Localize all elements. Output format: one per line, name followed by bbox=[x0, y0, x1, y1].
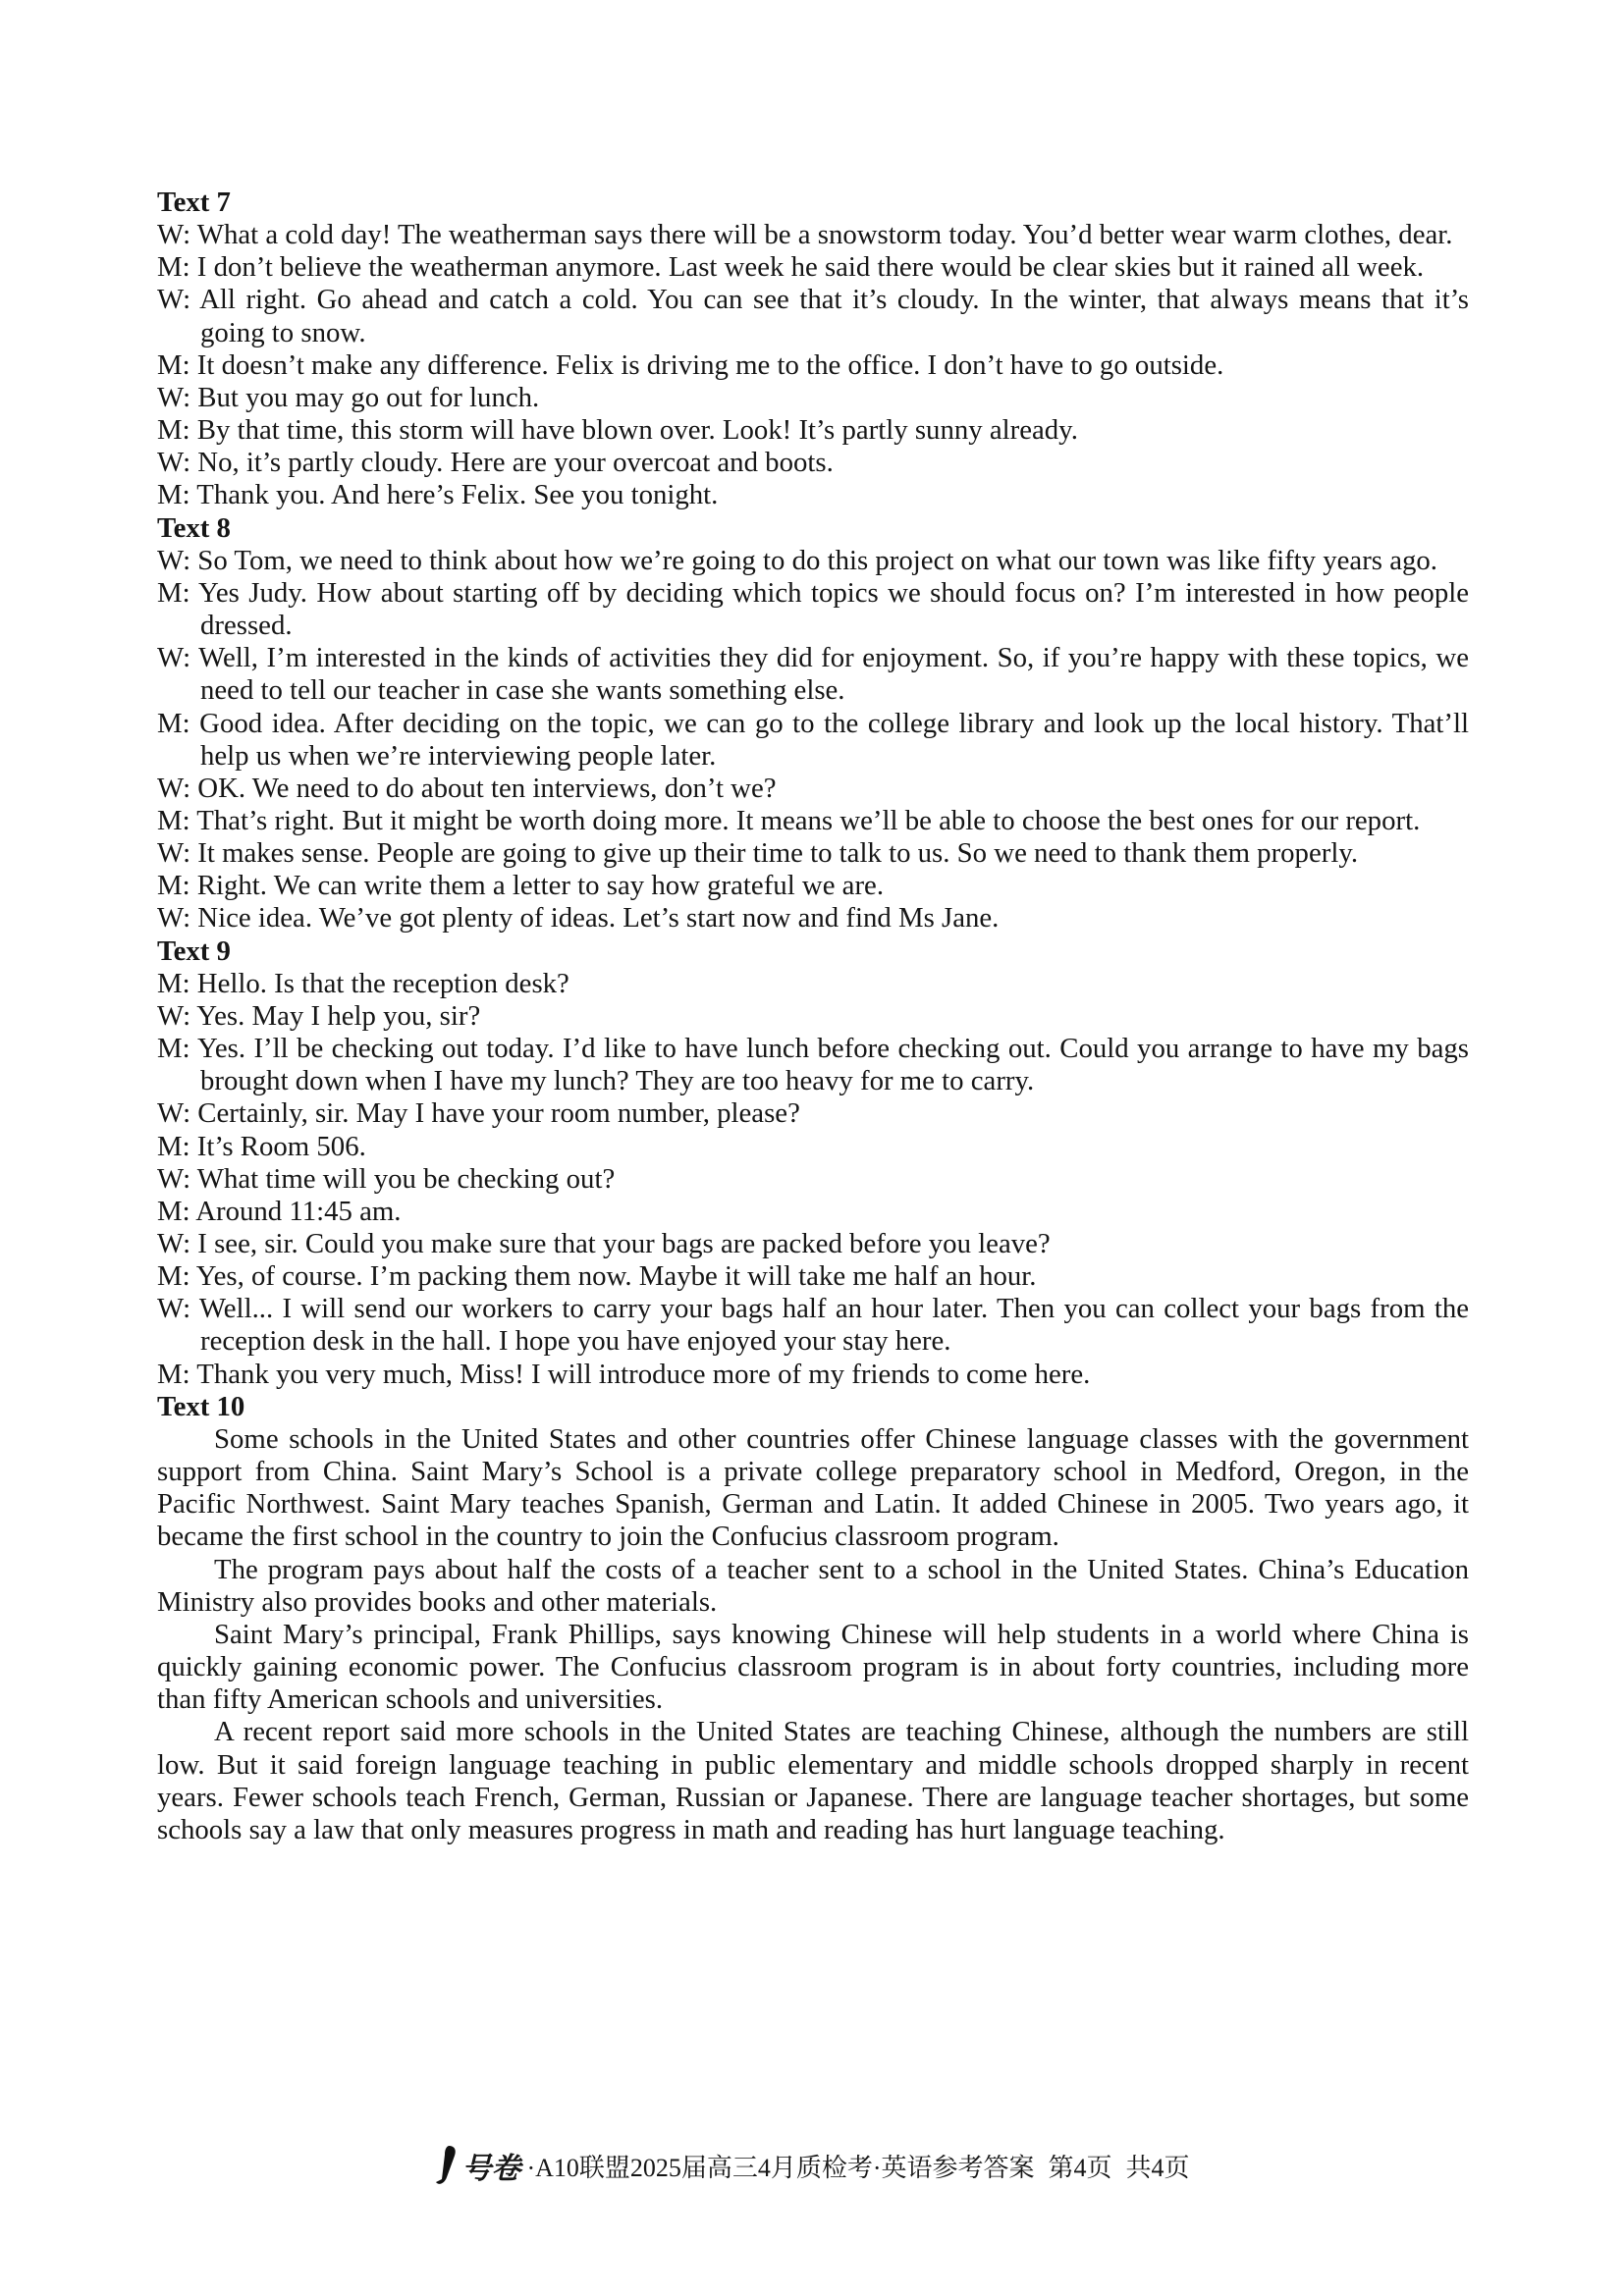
brand-logo bbox=[434, 2144, 520, 2187]
text-line: low. But it said foreign language teaching in public elementary and middle schools dropped sharply in recent bbox=[157, 1748, 1469, 1781]
text-line: help us when we’re interviewing people later. bbox=[200, 739, 717, 772]
exam-title: ·A10联盟2025届高三4月质检考·英语参考答案 bbox=[526, 2153, 1035, 2182]
text-line: W: What time will you be checking out? bbox=[157, 1162, 616, 1195]
dialogue-turn bbox=[157, 1131, 1469, 1163]
dialogue-turn bbox=[157, 382, 1469, 414]
logo-text: 号卷 bbox=[461, 2152, 521, 2186]
text-line: M: Good idea. After deciding on the topic, we can go to the college library and look up the local history. That’ll bbox=[157, 707, 1469, 739]
dialogue-turn bbox=[157, 773, 1469, 805]
text-line: support from China. Saint Mary’s School is a private college preparatory school in Medford, Oregon, in the bbox=[157, 1456, 1469, 1488]
dialogue-turn bbox=[157, 1033, 1469, 1097]
text-line: W: I see, sir. Could you make sure that your bags are packed before you leave? bbox=[157, 1228, 1051, 1259]
text-line: W: Certainly, sir. May I have your room number, please? bbox=[157, 1097, 800, 1130]
dialogue-turn bbox=[157, 251, 1469, 284]
dialogue-turn bbox=[157, 1228, 1469, 1260]
dialogue-turn bbox=[157, 577, 1469, 642]
text-line: M: Right. We can write them a letter to say how grateful we are. bbox=[157, 870, 885, 902]
text-line: W: What a cold day! The weatherman says there will be a snowstorm today. You’d better wear warm clothes, dear. bbox=[157, 219, 1453, 251]
text-line: schools say a law that only measures progress in math and reading has hurt language teaching. bbox=[157, 1813, 1225, 1845]
text-line: Some schools in the United States and other countries offer Chinese language classes with the government bbox=[214, 1422, 1469, 1455]
dialogue-turn bbox=[157, 870, 1469, 902]
paragraph bbox=[157, 1619, 1469, 1716]
text-line: than fifty American schools and universities. bbox=[157, 1683, 664, 1716]
dialogue-turn bbox=[157, 1000, 1469, 1033]
dialogue-turn bbox=[157, 1196, 1469, 1228]
dialogue-turn bbox=[157, 902, 1469, 934]
dialogue-turn bbox=[157, 1097, 1469, 1130]
dialogue-turn bbox=[157, 1163, 1469, 1196]
text-line: M: I don’t believe the weatherman anymore. Last week he said there would be clear skies but it rained all week. bbox=[157, 251, 1425, 284]
dialogue-turn bbox=[157, 1359, 1469, 1391]
text-line: W: No, it’s partly cloudy. Here are your overcoat and boots. bbox=[157, 447, 834, 479]
text-line: dressed. bbox=[200, 610, 293, 642]
transcript bbox=[157, 187, 1469, 1846]
page-total: 共4页 bbox=[1125, 2153, 1190, 2182]
text-line: M: Thank you. And here’s Felix. See you tonight. bbox=[157, 479, 719, 511]
text-7-section bbox=[157, 187, 1469, 512]
text-line: W: Nice idea. We’ve got plenty of ideas. Let’s start now and find Ms Jane. bbox=[157, 902, 1000, 934]
dialogue-turn bbox=[157, 1293, 1469, 1358]
text-line: M: Yes. I’ll be checking out today. I’d like to have lunch before checking out. Could you arrange to have my bags bbox=[157, 1033, 1469, 1065]
text-line: became the first school in the country to join the Confucius classroom program. bbox=[157, 1521, 1059, 1553]
dialogue-turn bbox=[157, 1260, 1469, 1293]
dialogue-turn bbox=[157, 414, 1469, 447]
dialogue-turn bbox=[157, 349, 1469, 382]
text-line: W: So Tom, we need to think about how we’re going to do this project on what our town was like fifty years ago. bbox=[157, 544, 1437, 576]
text-line: need to tell our teacher in case she wants something else. bbox=[200, 674, 845, 707]
text-line: M: Yes Judy. How about starting off by deciding which topics we should focus on? I’m interested in how people bbox=[157, 576, 1469, 609]
text-line: quickly gaining economic power. The Confucius classroom program is in about forty countries, including more bbox=[157, 1651, 1469, 1683]
text-8-section bbox=[157, 512, 1469, 935]
text-line: going to snow. bbox=[200, 316, 366, 348]
dialogue-turn bbox=[157, 805, 1469, 837]
dialogue-turn bbox=[157, 968, 1469, 1000]
text-line: M: That’s right. But it might be worth doing more. It means we’ll be able to choose the best ones for our report. bbox=[157, 804, 1421, 836]
text-line: years. Fewer schools teach French, German, Russian or Japanese. There are language teacher shortages, but some bbox=[157, 1781, 1469, 1813]
text-line: M: It’s Room 506. bbox=[157, 1130, 366, 1162]
text-line: W: Yes. May I help you, sir? bbox=[157, 999, 481, 1032]
dialogue-turn bbox=[157, 642, 1469, 707]
section-heading: Text 10 bbox=[157, 1390, 245, 1422]
text-line: M: By that time, this storm will have blown over. Look! It’s partly sunny already. bbox=[157, 414, 1078, 447]
text-line: Pacific Northwest. Saint Mary teaches Spanish, German and Latin. It added Chinese in 2005. Two years ago, it bbox=[157, 1488, 1469, 1521]
section-heading: Text 9 bbox=[157, 934, 231, 967]
paragraph bbox=[157, 1554, 1469, 1619]
text-9-section bbox=[157, 935, 1469, 1391]
brush-stroke-icon bbox=[434, 2145, 460, 2186]
page-footer bbox=[0, 2144, 1624, 2187]
text-line: W: But you may go out for lunch. bbox=[157, 381, 540, 413]
dialogue-turn bbox=[157, 219, 1469, 251]
text-line: Ministry also provides books and other materials. bbox=[157, 1585, 718, 1618]
dialogue-turn bbox=[157, 479, 1469, 511]
text-line: M: It doesn’t make any difference. Felix is driving me to the office. I don’t have to go outside. bbox=[157, 348, 1224, 381]
text-line: Saint Mary’s principal, Frank Phillips, says knowing Chinese will help students in a world where China is bbox=[214, 1618, 1469, 1650]
page-number: 第4页 bbox=[1048, 2153, 1112, 2182]
section-heading: Text 8 bbox=[157, 511, 231, 544]
text-line: W: It makes sense. People are going to give up their time to talk to us. So we need to thank them properly. bbox=[157, 837, 1359, 870]
text-line: The program pays about half the costs of a teacher sent to a school in the United States. China’s Education bbox=[214, 1553, 1469, 1585]
text-line: W: OK. We need to do about ten interviews, don’t we? bbox=[157, 772, 777, 804]
text-line: W: Well, I’m interested in the kinds of activities they did for enjoyment. So, if you’re happy with these topics, we bbox=[157, 642, 1469, 674]
paragraph bbox=[157, 1423, 1469, 1554]
text-line: M: Around 11:45 am. bbox=[157, 1195, 402, 1227]
dialogue-turn bbox=[157, 837, 1469, 870]
text-line: reception desk in the hall. I hope you have enjoyed your stay here. bbox=[200, 1325, 951, 1358]
text-line: W: All right. Go ahead and catch a cold. You can see that it’s cloudy. In the winter, that always means that it’s bbox=[157, 284, 1469, 316]
dialogue-turn bbox=[157, 447, 1469, 479]
dialogue-turn bbox=[157, 708, 1469, 773]
paragraph bbox=[157, 1716, 1469, 1846]
text-line: M: Yes, of course. I’m packing them now. Maybe it will take me half an hour. bbox=[157, 1260, 1037, 1293]
text-line: M: Thank you very much, Miss! I will introduce more of my friends to come here. bbox=[157, 1358, 1091, 1390]
text-line: W: Well... I will send our workers to carry your bags half an hour later. Then you can collect your bags from the bbox=[157, 1293, 1469, 1325]
section-heading: Text 7 bbox=[157, 187, 231, 218]
text-line: brought down when I have my lunch? They are too heavy for me to carry. bbox=[200, 1065, 1035, 1097]
text-line: A recent report said more schools in the United States are teaching Chinese, although the numbers are still bbox=[214, 1716, 1469, 1748]
dialogue-turn bbox=[157, 545, 1469, 577]
text-line: M: Hello. Is that the reception desk? bbox=[157, 967, 569, 999]
text-10-section bbox=[157, 1391, 1469, 1846]
dialogue-turn bbox=[157, 284, 1469, 348]
